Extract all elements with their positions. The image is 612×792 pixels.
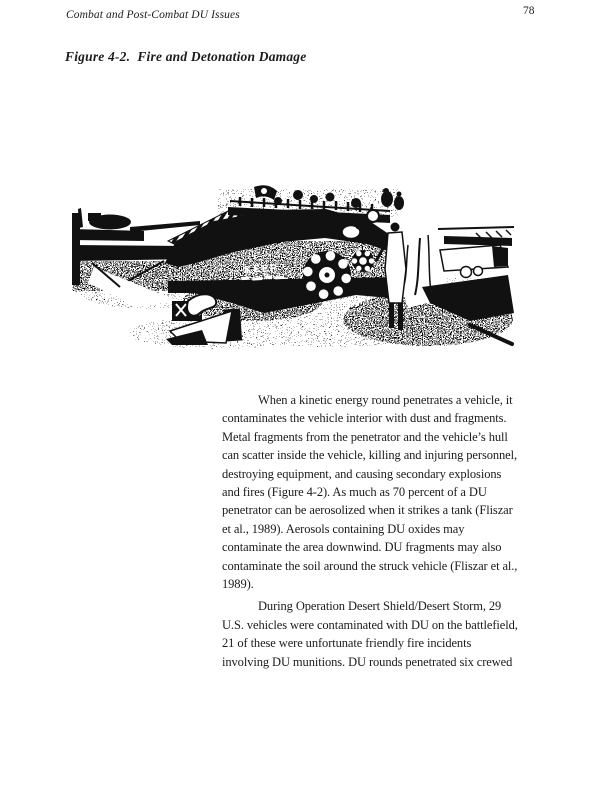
text-line: contaminate the soil around the struck vehicle (Fliszar et al., [222,558,518,573]
text-line: During Operation Desert Shield/Desert Storm, 29 [258,599,502,614]
text-line: 1989). [222,577,254,592]
paragraph-1 [222,391,566,593]
text-line: contaminates the vehicle interior with dust and fragments. [222,411,507,426]
tank-stencil-text: KEEP [243,263,279,276]
paragraph-2 [222,597,566,671]
text-line: penetrator can be aerosolized when it strikes a tank (Fliszar [222,503,513,518]
text-line: U.S. vehicles were contaminated with DU on the battlefield, [222,617,518,632]
text-line: and fires (Figure 4-2). As much as 70 percent of a DU [222,485,487,500]
running-header: Combat and Post-Combat DU Issues [66,9,240,21]
text-line: et al., 1989). Aerosols containing DU oxides may [222,521,465,536]
text-line: 21 of these were unfortunate friendly fire incidents [222,636,472,651]
body-text [222,391,566,671]
text-line: can scatter inside the vehicle, killing and injuring personnel, [222,448,518,463]
text-line: When a kinetic energy round penetrates a vehicle, it [258,393,513,407]
text-line: Metal fragments from the penetrator and the vehicle’s hull [222,429,508,444]
figure-caption: Figure 4-2. Fire and Detonation Damage [65,49,307,64]
damaged-tank-photo [68,183,550,355]
text-line: involving DU munitions. DU rounds penetrated six crewed [222,654,513,669]
figure-photo [68,183,550,355]
page-number: 78 [523,5,535,17]
sprocket-wheel [303,251,351,299]
text-line: destroying equipment, and causing secondary explosions [222,466,502,481]
sprocket-wheel-small [352,250,374,272]
text-line: contaminate the area downwind. DU fragments may also [222,540,502,555]
